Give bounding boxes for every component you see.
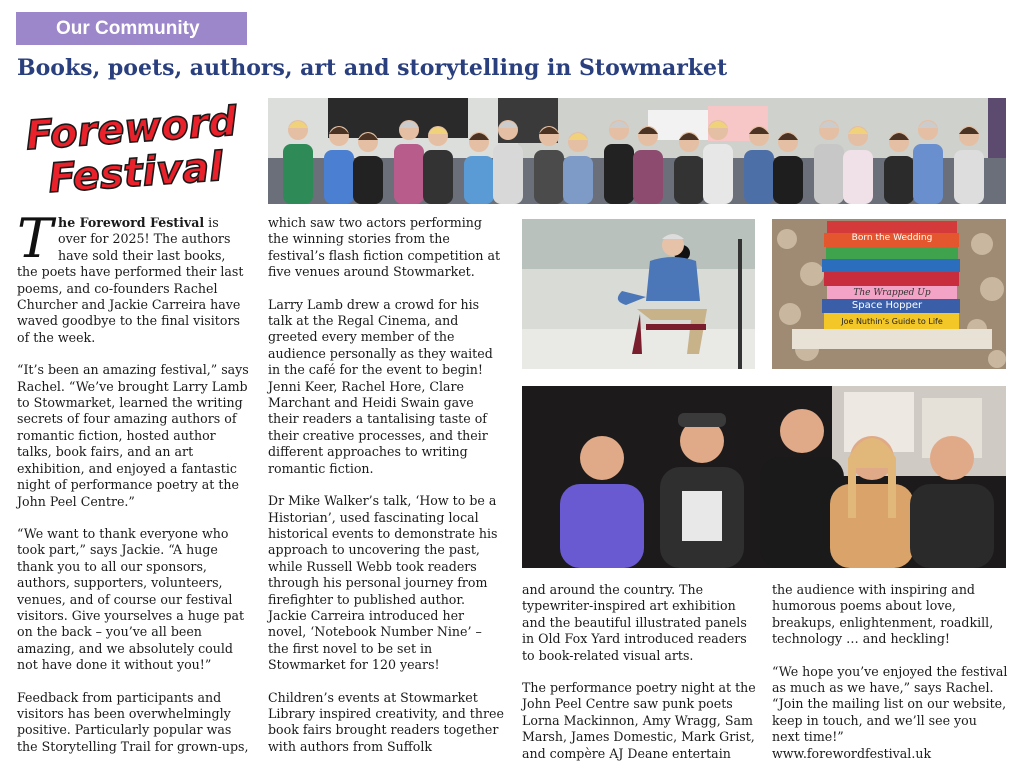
paragraph: “We want to thank everyone who took part,” says Jackie. “A huge thank you to all our sponsors, authors, supporters, volunteers, venues, and of course our festival visitors. Give yourselves a huge pat on the back – you’ve all been amazing, and we absolutely could not have done it without you!” (17, 525, 245, 673)
poets-photo (522, 386, 1006, 568)
foreword-festival-logo (18, 98, 246, 198)
paragraph: The performance poetry night at the John Peel Centre saw punk poets Lorna Mackinnon, Amy Wragg, Sam Marsh, James Domestic, Mark Grist, and compère AJ Deane entertain (522, 680, 756, 761)
paragraph: which saw two actors performing the winning stories from the festival’s flash fiction competition at five venues around Stowmarket. (268, 215, 501, 280)
svg-text:The Wrapped Up: The Wrapped Up (853, 288, 931, 298)
svg-text:Festival: Festival (46, 143, 225, 198)
article-column-1 (17, 207, 249, 755)
website-link[interactable]: www.forewordfestival.uk (772, 745, 932, 761)
paragraph: the audience with inspiring and humorous poems about love, breakups, enlightenment, roadkill, technology … and heckling! (772, 582, 994, 647)
paragraph: Dr Mike Walker’s talk, ‘How to be a Historian’, used fascinating local historical events to demonstrate his approach to uncovering the past, while Russell Webb took readers through his personal journey from firefighter to published author. Jackie Carreira introduced her novel, ‘Notebook Number Nine’ – the first novel to be set in Stowmarket for 120 years! (268, 493, 498, 673)
paragraph: Larry Lamb drew a crowd for his talk at the Regal Cinema, and greeted every member of the audience personally as they waited in the café for the event to begin! Jenni Keer, Rachel Hore, Clare Marchant and Heidi Swain gave their readers a tantalising taste of their creative processes, and their different approaches to writing romantic fiction. (268, 296, 493, 476)
books-photo (772, 219, 1006, 369)
paragraph: Feedback from participants and visitors has been overwhelmingly positive. Particularly popular was the Storytelling Trail for grown-ups, (17, 689, 249, 754)
lead-bold: he Foreword Festival (58, 215, 205, 230)
group-photo (268, 98, 1006, 204)
drop-cap: T (17, 207, 54, 270)
lead-text: is over for 2025! The authors have sold their last books, the poets have performed their last poems, and co-founders Rachel Churcher and Jackie Carreira have waved goodbye to the final visitors of the week. (17, 215, 244, 345)
paragraph: and around the country. The typewriter-inspired art exhibition and the beautiful illustrated panels in Old Fox Yard introduced readers to book-related visual arts. (522, 582, 747, 663)
paragraph: Children’s events at Stowmarket Library inspired creativity, and three book fairs brought readers together with authors from Suffolk (268, 689, 504, 754)
article-column-2 (268, 215, 506, 755)
svg-text:Foreword: Foreword (24, 98, 239, 160)
article-column-3 (522, 582, 760, 762)
headline: Books, poets, authors, art and storytelling in Stowmarket (17, 55, 728, 81)
article-column-4 (772, 582, 1008, 762)
svg-text:Joe Nuthin’s Guide to Life: Joe Nuthin’s Guide to Life (841, 317, 943, 326)
svg-text:Space Hopper: Space Hopper (851, 300, 923, 311)
speaker-photo (522, 219, 755, 369)
paragraph: “We hope you’ve enjoyed the festival as much as we have,” says Rachel. “Join the mailing list on our website, keep in touch, and we’ll see you next time!” (772, 663, 1008, 745)
paragraph: “It’s been an amazing festival,” says Rachel. “We’ve brought Larry Lamb to Stowmarket, learned the writing secrets of four amazing authors of romantic fiction, hosted author talks, book fairs, and an art exhibition, and enjoyed a fantastic night of performance poetry at the John Peel Centre.” (17, 362, 249, 509)
section-tab: Our Community (16, 12, 247, 45)
svg-text:Born the Wedding: Born the Wedding (851, 233, 933, 243)
